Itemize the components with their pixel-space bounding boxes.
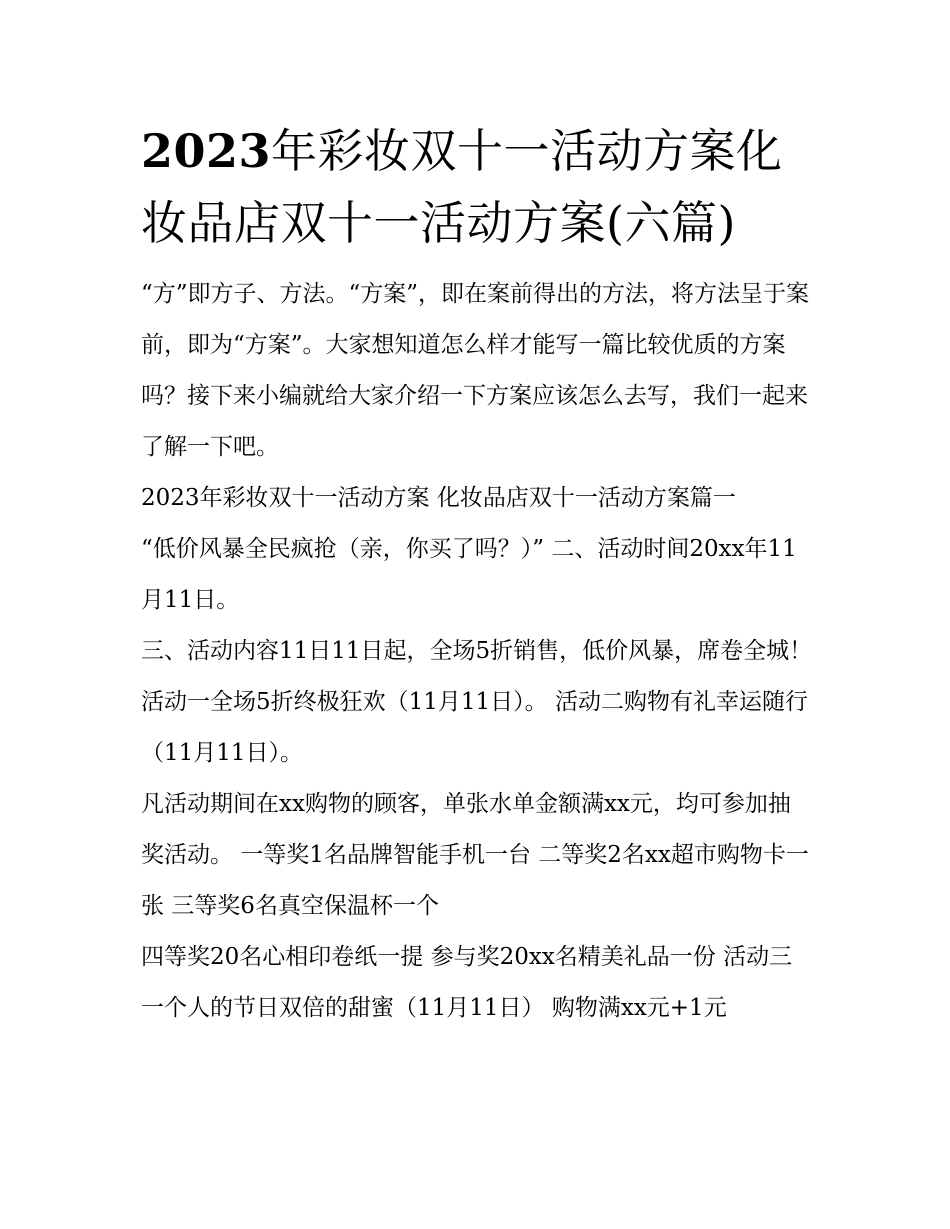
lottery-paragraph: 凡活动期间在xx购物的顾客，单张水单金额满xx元，均可参加抽奖活动。 一等奖1名品牌智能手机一台 二等奖2名xx超市购物卡一张 三等奖6名真空保温杯一个 (141, 791, 809, 919)
section-heading: 2023年彩妆双十一活动方案 化妆品店双十一活动方案篇一 (141, 485, 736, 511)
intro-paragraph: “方”即方子、方法。“方案”，即在案前得出的方法，将方法呈于案前，即为“方案”。大家想知道怎么样才能写一篇比较优质的方案吗？接下来小编就给大家介绍一下方案应该怎么去写，我们一起来了解一下吧。 (141, 281, 810, 460)
activity-content-paragraph: 三、活动内容11日11日起，全场5折销售，低价风暴，席卷全城！ 活动一全场5折终极狂欢（11月11日）。 活动二购物有礼幸运随行（11月11日）。 (141, 638, 813, 766)
document-title (141, 115, 813, 259)
document-body (141, 269, 813, 1034)
activity-theme-paragraph: “低价风暴全民疯抢（亲，你买了吗？）” 二、活动时间20xx年11月11日。 (141, 536, 797, 613)
prizes-paragraph: 四等奖20名心相印卷纸一提 参与奖20xx名精美礼品一份 活动三一个人的节日双倍的甜蜜（11月11日） 购物满xx元+1元 (141, 944, 793, 1021)
document-page (141, 115, 813, 1034)
title-text: 年彩妆双十一活动方案化妆品店双十一活动方案(六篇) (141, 124, 783, 250)
title-year: 2023 (141, 124, 272, 178)
